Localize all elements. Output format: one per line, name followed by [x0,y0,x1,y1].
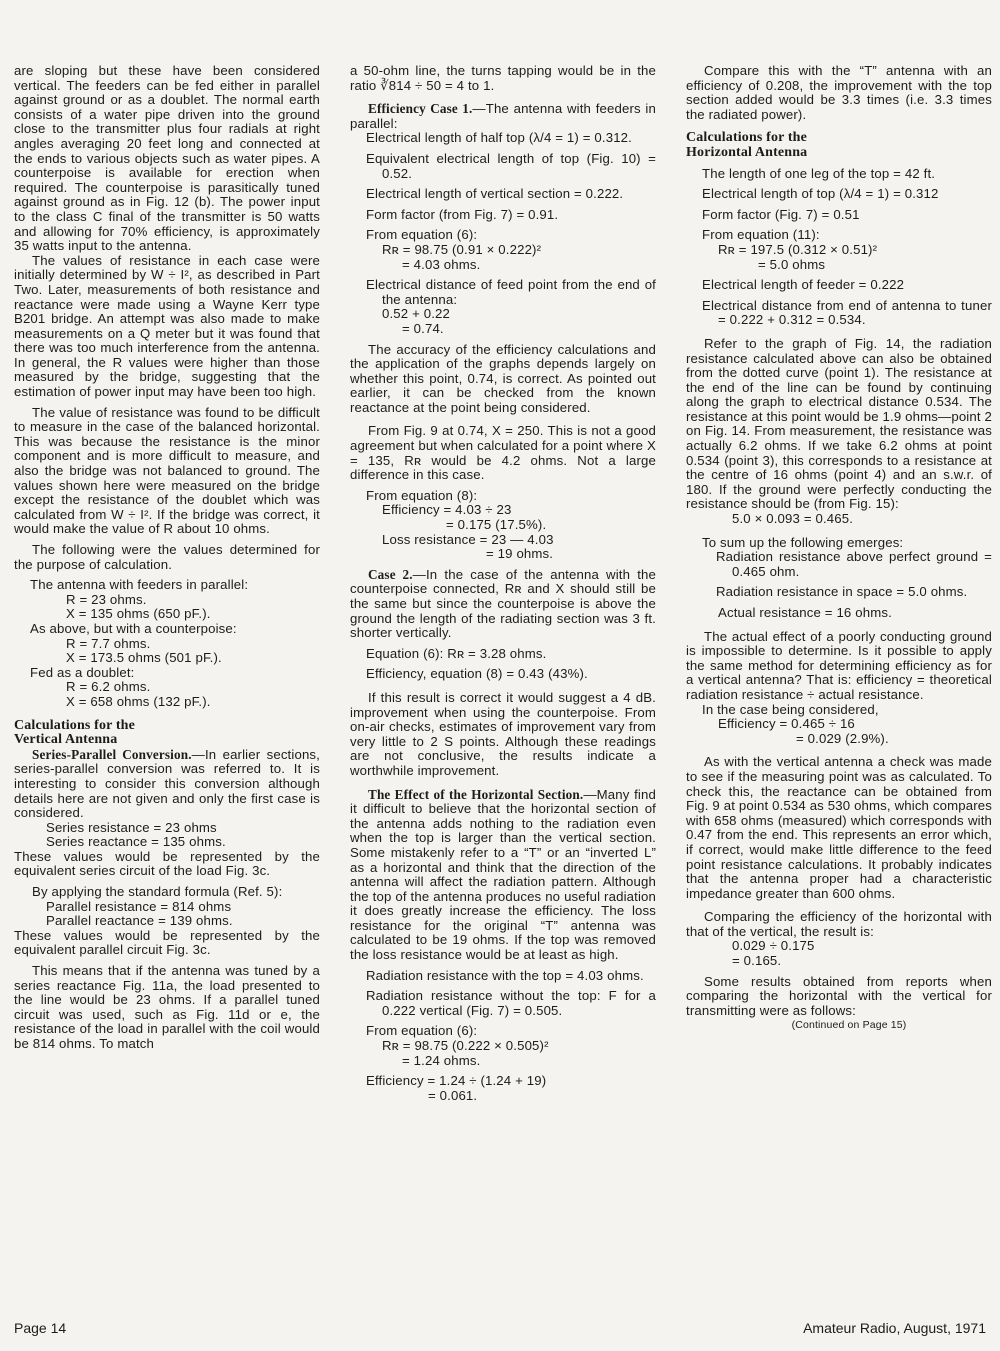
run-in-heading: Case 2. [368,566,413,582]
magazine-footer: Amateur Radio, August, 1971 [803,1320,986,1336]
value-line: R = 6.2 ohms. [66,679,151,695]
equation-line: Rʀ = 197.5 (0.312 × 0.51)² [718,241,878,257]
equation-line: Form factor (from Fig. 7) = 0.91. [366,206,559,222]
equation-line: 5.0 × 0.093 = 0.465. [732,511,854,527]
paragraph: The following were the values determined for the purpose of calculation. [14,542,320,572]
equation-line: Radiation resistance above perfect ground = 0.465 ohm. [716,549,992,579]
value-line: Parallel reactance = 139 ohms. [46,913,233,929]
value-line: R = 7.7 ohms. [66,635,151,651]
value-line: X = 658 ohms (132 pF.). [66,693,211,709]
equation-line: 0.52 + 0.22 [382,306,451,322]
section-heading: Horizontal Antenna [686,144,808,160]
equation-line: In the case being considered, [702,701,879,717]
paragraph: These values would be represented by the equivalent parallel circuit Fig. 3c. [14,927,320,958]
column-2 [350,64,656,1103]
paragraph: Some results obtained from reports when comparing the horizontal with the vertical for transmitting were as follows: [686,973,992,1018]
equation-line: From equation (11): [702,227,820,243]
value-line: R = 23 ohms. [66,591,147,607]
column-3 [686,64,992,1033]
paragraph: As with the vertical antenna a check was made to see if the measuring point was as calculated. To check this, the reactance can be obtained from Fig. 9 at point 0.534 as 530 ohms, which compares with 658 ohms (measured) which corresponds with 0.47 from the end. This represents an error which, if correct, would make little difference to the feed point resistance calculations. It probably indicates that the antenna proper had a characteristic impedance greater than 600 ohms. [686,754,992,901]
section-heading: Calculations for the [14,717,135,733]
equation-line: = 4.03 ohms. [402,256,481,272]
value-line: Parallel resistance = 814 ohms [46,898,232,914]
equation-line: Electrical distance from end of antenna to tuner = 0.222 + 0.312 = 0.534. [702,297,992,328]
paragraph: Comparing the efficiency of the horizontal with that of the vertical, the result is: [686,909,992,939]
paragraph: From Fig. 9 at 0.74, X = 250. This is not a good agreement but when calculated for a point where X = 135, Rʀ would be 4.2 ohms. Not a large difference in this case. [350,423,656,483]
equation-line: Electrical length of feeder = 0.222 [702,277,905,293]
paragraph: The values of resistance in each case were initially determined by W ÷ I², as described in Part Two. Later, measurements of both resistance and reactance were made using a Wayne Kerr type B201 bridge. An attempt was also made to make measurements on a Q meter but it was found that there was too much interference from the antenna. In general, the R values were higher than those measured by the bridge, suggesting that the estimation of power input may have been too high. [14,252,320,400]
equation-line: Efficiency = 0.465 ÷ 16 [718,716,855,732]
equation-line: Radiation resistance without the top: F for a 0.222 vertical (Fig. 7) = 0.505. [366,988,656,1018]
equation-line: The length of one leg of the top = 42 ft. [702,165,936,181]
paragraph: Case 2.—In the case of the antenna with the counterpoise connected, Rʀ and X should still be the same but since the counterpoise is above the ground the length of the radiating section was 3 ft. shorter vertically. [350,566,656,641]
equation-line: = 0.74. [402,320,444,336]
section-heading: Calculations for the [686,130,807,146]
continued-note: (Continued on Page 15) [791,1019,907,1032]
equation-line: Rʀ = 98.75 (0.222 × 0.505)² [382,1038,549,1054]
equation-line: Equivalent electrical length of top (Fig. 10) = 0.52. [366,150,656,181]
equation-line: Loss resistance = 23 — 4.03 [382,531,554,547]
value-line: X = 173.5 ohms (501 pF.). [66,650,222,666]
equation-line: = 0.029 (2.9%). [796,730,889,746]
section-heading: Vertical Antenna [14,732,118,748]
equation-line: = 19 ohms. [486,546,554,562]
value-line: Series resistance = 23 ohms [46,819,217,835]
run-in-heading: Efficiency Case 1. [368,101,473,117]
equation-line: = 0.175 (17.5%). [446,517,547,533]
equation-line: = 0.165. [732,953,782,969]
paragraph: are sloping but these have been considered vertical. The feeders can be fed either in parallel against ground or as a doublet. The normal earth consists of a water pipe driven into the ground close to the transmitter plus four radials at right angles averaging 20 feet long and connected at the ends to various objects such as water pipes. A counterpoise is available for erection when required. The counterpoise is parasitically tuned against ground as in Fig. 12 (b). The power input to the class C final of the transmitter is 50 watts and allowing for 70% efficiency, is approximately 35 watts input to the antenna. [14,63,320,254]
equation-line: Form factor (Fig. 7) = 0.51 [702,206,860,222]
paragraph: The accuracy of the efficiency calculations and the application of the graphs depends largely on whether this point, 0.74, is correct. As pointed out earlier, it can be checked from the known reactance at the point being considered. [350,341,656,415]
value-line: Series reactance = 135 ohms. [46,834,226,850]
run-in-heading: The Effect of the Horizontal Section. [368,786,584,802]
equation-line: Efficiency = 1.24 ÷ (1.24 + 19) [366,1073,547,1089]
equation-line: Electrical length of top (λ/4 = 1) = 0.312 [702,186,939,202]
equation-line: Efficiency = 4.03 ÷ 23 [382,502,512,518]
value-line: X = 135 ohms (650 pF.). [66,606,211,622]
list-label: The antenna with feeders in parallel: [30,577,249,593]
equation-line: Actual resistance = 16 ohms. [718,605,892,620]
equation-line: 0.029 ÷ 0.175 [732,938,815,954]
equation-line: Electrical length of vertical section = 0.222. [366,186,624,202]
equation-line: To sum up the following emerges: [702,534,904,550]
list-label: As above, but with a counterpoise: [30,620,237,636]
equation-line: Rʀ = 98.75 (0.91 × 0.222)² [382,241,542,257]
equation-line: Efficiency, equation (8) = 0.43 (43%). [366,666,588,682]
equation-line: = 0.061. [428,1087,478,1103]
list-label: Fed as a doublet: [30,664,135,680]
paragraph: Refer to the graph of Fig. 14, the radiation resistance calculated above can also be obtained from the dotted curve (point 1). The resistance at the end of the line can be found by continuing along the graph to electrical distance 0.534. The resistance at this point would be 1.9 ohms—point 2 on Fig. 14. From measurement, the resistance was actually 6.2 ohms. If we take 6.2 ohms at point 0.534 (point 3), this corresponds to a resistance at the centre of 16 ohms (point 4) and an s.w.r. of 180. If the ground were perfectly conducting the resistance should be (from Fig. 15): [686,335,992,512]
paragraph: By applying the standard formula (Ref. 5): [32,884,283,900]
paragraph: These values would be represented by the equivalent series circuit of the load Fig. 3c. [14,848,320,879]
equation-line: = 5.0 ohms [758,256,826,272]
paragraph: Compare this with the “T” antenna with an efficiency of 0.208, the improvement with the top section added would be 3.3 times (i.e. 3.3 times the radiated power). [686,63,992,122]
equation-line: From equation (6): [366,1023,478,1039]
column-1 [14,64,320,1052]
equation-line: Electrical length of half top (λ/4 = 1) = 0.312. [366,130,632,146]
equation-line: Equation (6): Rʀ = 3.28 ohms. [366,645,547,661]
page-number: Page 14 [14,1320,67,1336]
equation-line: Electrical distance of feed point from the end of the antenna: [366,277,656,307]
equation-line: = 1.24 ohms. [402,1052,481,1068]
equation-line: From equation (6): [366,227,478,243]
paragraph: If this result is correct it would suggest a 4 dB. improvement when using the counterpoise. From on-air checks, estimates of improvement vary from very little to 2 S points. Although these readings are not conclusive, the results indicate a worthwhile improvement. [350,689,656,778]
run-in-heading: Series-Parallel Conversion. [32,746,192,762]
paragraph: This means that if the antenna was tuned by a series reactance Fig. 11a, the load presented to the line would be 23 ohms. If a parallel tuned circuit was used, such as Fig. 11d or e, the resistance of the load in parallel with the coil would be 814 ohms. To match [14,963,320,1051]
equation-line: From equation (8): [366,487,478,503]
paragraph: Series-Parallel Conversion.—In earlier sections, series-parallel conversion was referred to. It is interesting to consider this conversion although details here are not given and only the first case is considered. [14,746,320,821]
paragraph: The actual effect of a poorly conducting ground is impossible to determine. Is it possible to apply the same method for determining efficiency as for a vertical antenna? That is: efficiency = theoretical radiation resistance ÷ actual resistance. [686,628,992,702]
equation-line: Radiation resistance with the top = 4.03 ohms. [366,967,644,983]
equation-line: Radiation resistance in space = 5.0 ohms. [716,584,968,600]
paragraph: The value of resistance was found to be difficult to measure in the case of the balanced horizontal. This was because the resistance is the minor component and is more difficult to measure, and also the bridge was not balanced to ground. The values shown here were measured on the bridge except the resistance of the doublet which was calculated from W ÷ I². If the bridge was correct, it would make the value of R about 10 ohms. [14,404,320,537]
paragraph: a 50-ohm line, the turns tapping would be in the ratio ∛814 ÷ 50 = 4 to 1. [350,63,656,93]
paragraph: The Effect of the Horizontal Section.—Many find it difficult to believe that the horizontal section of the antenna adds nothing to the radiation even when the top is larger than the vertical section. Some mistakenly refer to a “T” or an “inverted L” as a horizontal and think that the direction of the antenna will affect the radiation pattern. Although the top of the antenna produces no useful radiation it does greatly increase the efficiency. The loss resistance for the original “T” antenna was calculated to be 19 ohms. If the top was removed the loss resistance would be at least as high. [350,786,656,963]
paragraph: Efficiency Case 1.—The antenna with feeders in parallel: [350,101,656,131]
